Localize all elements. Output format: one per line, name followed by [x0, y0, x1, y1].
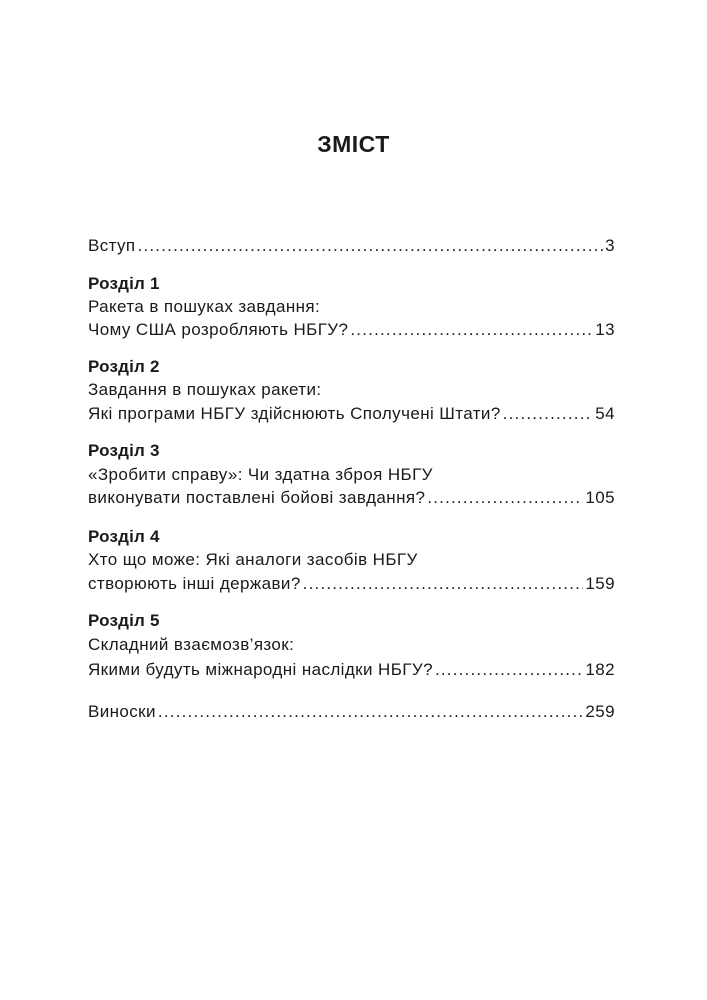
chapter-heading: Розділ 3	[88, 441, 160, 460]
dot-leader	[503, 403, 594, 425]
page-number: 13	[595, 320, 615, 339]
page-number: 182	[585, 660, 615, 679]
page-number: 259	[585, 702, 615, 721]
page-number: 105	[585, 488, 615, 507]
dot-leader	[138, 235, 604, 257]
chapter-title: «Зробити справу»: Чи здатна зброя НБГУ	[88, 465, 433, 484]
dot-leader	[303, 573, 584, 595]
entry-title: Вступ	[88, 236, 136, 255]
chapter-title: Якими будуть міжнародні наслідки НБГУ?	[88, 660, 433, 679]
page-number: 3	[605, 236, 615, 255]
toc-entry-chapter-4[interactable]	[88, 573, 615, 595]
entry-title: Виноски	[88, 702, 156, 721]
chapter-heading: Розділ 2	[88, 357, 160, 376]
chapter-heading: Розділ 1	[88, 274, 160, 293]
page-title: ЗМІСТ	[317, 131, 390, 157]
page-number: 54	[595, 404, 615, 423]
chapter-heading: Розділ 5	[88, 611, 160, 630]
dot-leader	[158, 701, 584, 723]
toc-entry-chapter-2[interactable]	[88, 403, 615, 425]
dot-leader	[427, 487, 583, 509]
toc-entry-chapter-5[interactable]	[88, 659, 615, 681]
chapter-title: Завдання в пошуках ракети:	[88, 380, 322, 399]
toc-entry-notes[interactable]	[88, 701, 615, 723]
chapter-title: Складний взаємозв’язок:	[88, 635, 295, 654]
toc-entry-chapter-3[interactable]	[88, 487, 615, 509]
chapter-title: Хто що може: Які аналоги засобів НБГУ	[88, 550, 418, 569]
chapter-title: виконувати поставлені бойові завдання?	[88, 488, 426, 507]
chapter-heading: Розділ 4	[88, 527, 160, 546]
chapter-title: Які програми НБГУ здійснюють Сполучені Штати?	[88, 404, 501, 423]
chapter-title: Чому США розробляють НБГУ?	[88, 320, 349, 339]
dot-leader	[435, 659, 583, 681]
toc-entry-intro[interactable]	[88, 235, 615, 257]
toc-entry-chapter-1[interactable]	[88, 319, 615, 341]
chapter-title: Ракета в пошуках завдання:	[88, 297, 321, 316]
page-number: 159	[585, 574, 615, 593]
dot-leader	[350, 319, 593, 341]
chapter-title: створюють інші держави?	[88, 574, 301, 593]
